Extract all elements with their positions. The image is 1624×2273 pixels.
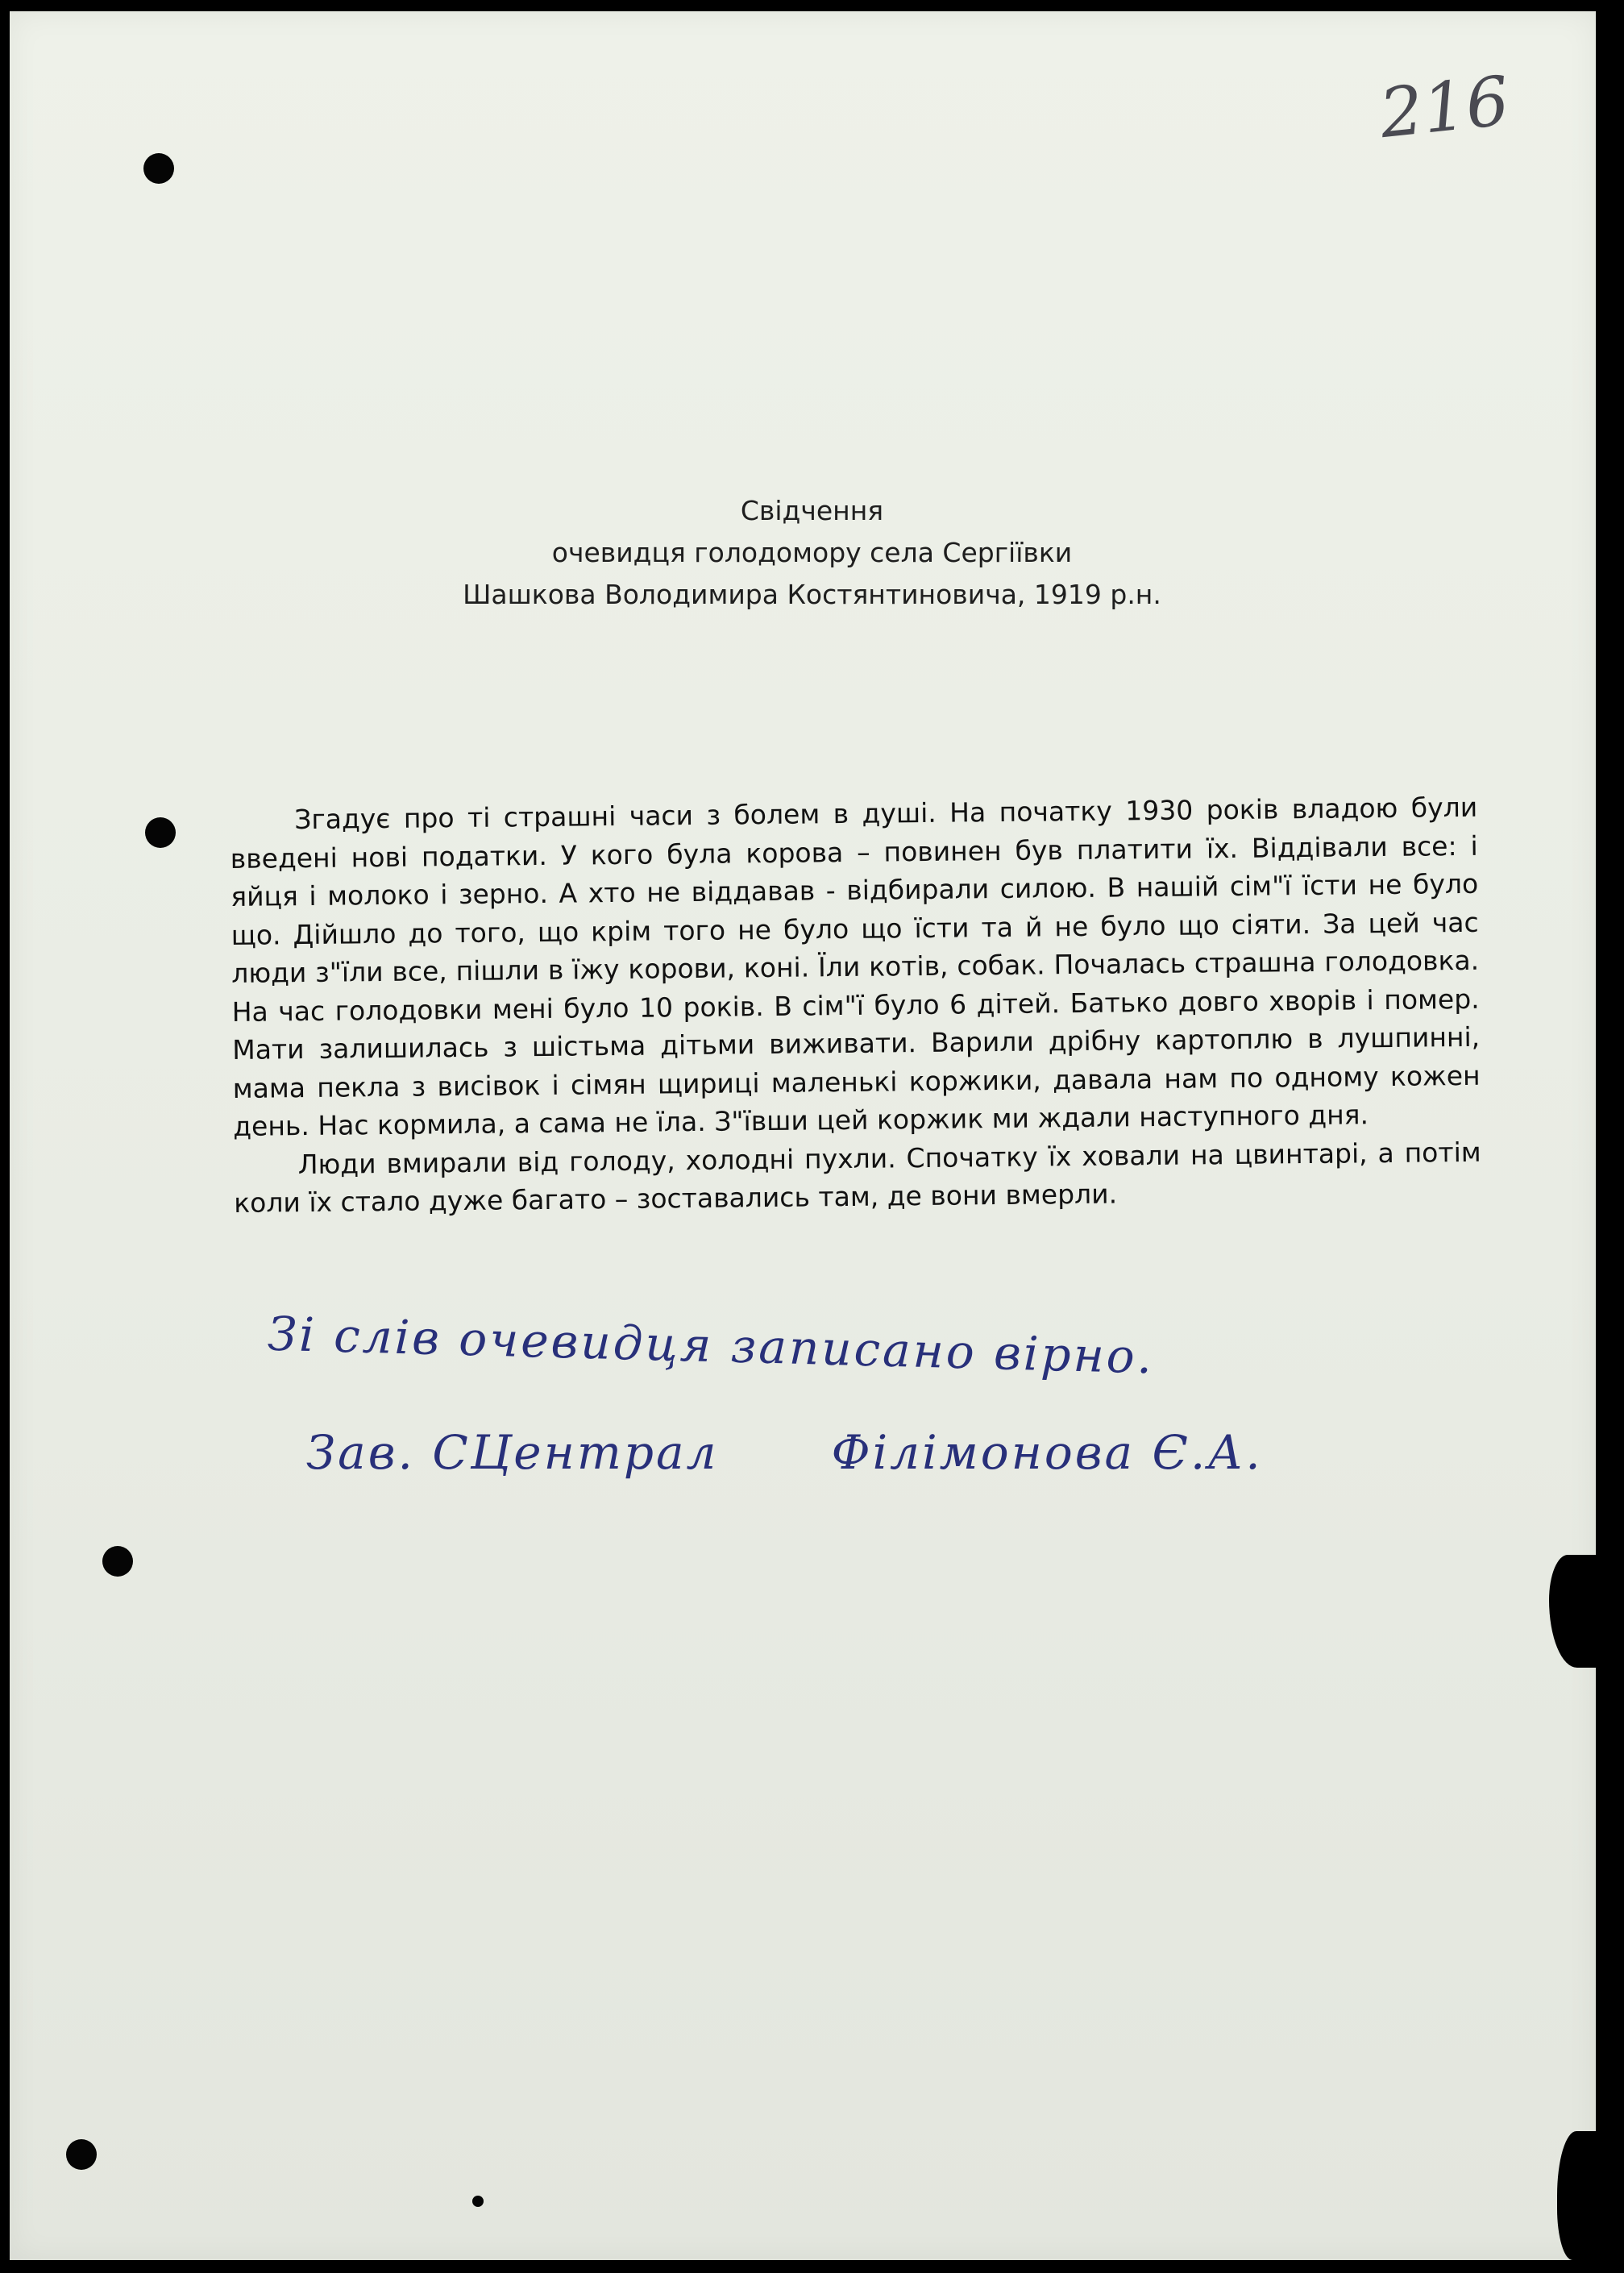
punch-hole [143, 153, 174, 184]
handwritten-signature-line [306, 1425, 1263, 1480]
punch-hole [472, 2196, 484, 2207]
page-number: 216 [1376, 60, 1514, 154]
handwritten-signer: Філімонова Є.А. [831, 1425, 1263, 1480]
torn-edge [1549, 1555, 1596, 1668]
header-subtitle: очевидця голодомору села Сергіївки [551, 537, 1073, 568]
testimony-paragraph: Люди вмирали від голоду, холодні пухли. Спочатку їх ховали на цвинтарі, а потім коли їх стало дуже багато – зоставались там, де вони вмерли. [234, 1136, 1481, 1219]
handwritten-certification: Зі слів очевидця записано вірно. [267, 1306, 1156, 1385]
punch-hole [66, 2139, 97, 2170]
torn-edge [1557, 2131, 1596, 2260]
document-header [0, 490, 1624, 616]
header-witness-name: Шашкова Володимира Костянтиновича, 1919 р.н. [463, 579, 1161, 610]
testimony-text [230, 788, 1481, 1223]
testimony-paragraph: Згадує про ті страшні часи з болем в душі. На початку 1930 років владою були введені нові податки. У кого була корова – повинен був платити їх. Віддівали все: і яйця і молоко і зерно. А хто не віддавав - відбирали силою. В нашій сім"ї їсти не було що. Дійшло до того, що крім того не було що їсти та й не було що сіяти. За цей час люди з"їли все, пішли в їжу корови, коні. Їли котів, собак. Почалась страшна голодовка. На час голодовки мені було 10 років. В сім"ї було 6 дітей. Батько довго хворів і помер. Мати залишилась з шістьма дітьми виживати. Варили дрібну картоплю в лушпинні, мама пекла з висівок і сімян щириці маленькі коржики, давала нам по одному кожен день. Нас кормила, а сама не їла. З"ївши цей коржик ми ждали наступного дня. [230, 791, 1481, 1142]
punch-hole [145, 817, 176, 848]
handwritten-position: Зав. СЦентрал [306, 1425, 719, 1480]
header-title: Свідчення [740, 495, 884, 526]
punch-hole [102, 1546, 133, 1577]
